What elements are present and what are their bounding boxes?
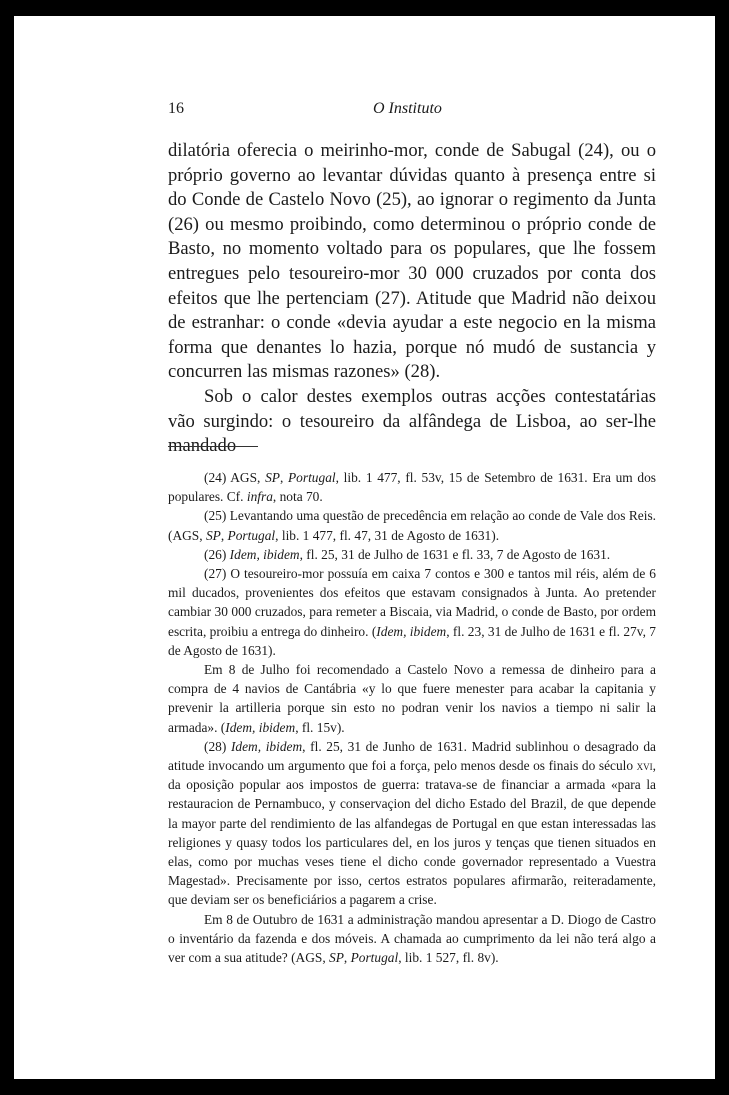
footnote-text: (25) Levantando uma questão de precedência em relação ao conde de Vale dos Reis. (AGS, [168,508,656,543]
footnote-26 [168,545,656,564]
body-text [168,139,656,459]
footnote-italic: SP [205,527,221,543]
footnote-25 [168,506,656,544]
footnote-text: (28) [204,738,231,754]
footnote-text: , [279,470,288,485]
footnote-italic: Idem, ibidem [229,546,300,562]
footnote-text: Em 8 de Julho foi recomendado a Castelo Novo a remessa de dinheiro para a compra de 4 navios de Cantábria «y lo que fuere menester para acabar la capitania y prevenir la artilleria porque sin esto no podran venir los navios a tiempo ni salir la armada». ( [168,662,656,735]
body-text-run: dilatória oferecia o meirinho-mor, conde de Sabugal (24), ou o próprio governo ao levantar dúvidas quanto à presença entre si do Conde de Castelo Novo (25), ao ignorar o regimento da Junta (26) ou mesmo proibindo, como determinou o próprio conde de Basto, no momento voltado para os populares, que lhe fossem entregues pelo tesoureiro-mor 30 000 cruzados por conta dos efeitos que lhe pertenciam (27). Atitude que Madrid não deixou de estranhar: o conde «devia ayudar a este negocio en la misma forma que denantes lo hazia, porque nó mudó de sustancia y concurren las mismas razones» (28). [168,140,656,383]
footnote-text: , nota 70. [272,489,323,505]
footnote-italic: Portugal [288,470,336,485]
running-title: O Instituto [373,100,442,117]
body-text-run: Sob o calor destes exemplos outras acções contestatárias vão surgindo: o tesoureiro da alfândega de Lisboa, ao ser-lhe mandado [168,385,656,457]
footnote-italic: infra [246,489,273,505]
footnote-text: , lib. 1 477, fl. 47, 31 de Agosto de 1631). [275,527,500,543]
footnote-text: (26) [204,546,230,562]
footnote-italic: SP [329,950,344,966]
footnote-italic: SP [265,470,280,485]
footnote-italic: Idem, ibidem [225,719,296,735]
footnote-text: , fl. 15v). [295,719,345,735]
footnote-italic: Portugal [350,950,399,966]
footnote-text: , da oposição popular aos impostos de guerra: tratava-se de financiar a armada «para la restauracion de Pernambuco, y conservaçion del dicho Estado del Brazil, de que depende la mayor parte del rendimiento de las alfandegas de Portugal en que estan interessadas las religiones y quasy todos los particulares del, en los juros y tenças que tienen situados en elas, como por muchas veses tiene el dicho conde governador representado a Vuestra Magestad». Precisamente por isso, certos estratos populares afirmarão, reiteradamente, que deviam ser os beneficiários a pagarem a crise. [168,758,656,908]
footnote-27-continued [168,660,656,737]
footnote-text: , [343,950,351,966]
book-page [14,16,715,1079]
footnote-text: , lib. 1 527, fl. 8v). [398,950,499,966]
footnote-text: , lib. 1 477, fl. 53v, 15 de Setembro de 1631. Era um dos populares. Cf. [168,470,656,505]
footnote-28-continued [168,910,656,968]
footnote-smallcaps: xvi [636,758,653,774]
footnote-27 [168,564,656,660]
footnote-italic: Idem, ibidem [376,623,447,639]
footnote-28 [168,737,656,910]
page-header [168,100,656,120]
footnote-text: Em 8 de Outubro de 1631 a administração mandou apresentar a D. Diogo de Castro o inventário da fazenda e dos móveis. A chamada ao cumprimento da lei não terá algo a ver com a sua atitude? (AGS, [168,911,656,966]
footnote-separator [168,446,258,447]
footnote-24 [168,468,656,506]
footnote-text: (27) O tesoureiro-mor possuía em caixa 7 contos e 300 e tantos mil réis, além de 6 mil ducados, provenientes dos efeitos que estavam consignados à Junta. Ao pretender cambiar 30 000 cruzados, para remeter a Biscaia, via Madrid, o conde de Basto, por ordem escrita, proibiu a entrega do dinheiro. ( [168,566,656,639]
footnote-text: (24) AGS, [204,470,266,485]
footnote-italic: Portugal [227,527,276,543]
footnote-italic: Idem, ibidem [230,738,303,754]
body-paragraph-2 [168,385,656,459]
footnote-text: , fl. 25, 31 de Junho de 1631. Madrid sublinhou o desagrado da atitude invocando um argumento que foi a força, pelo menos desde os finais do século [168,738,656,774]
footnote-text: , [220,527,228,543]
footnote-text: , fl. 25, 31 de Julho de 1631 e fl. 33, 7 de Agosto de 1631. [299,546,611,562]
footnotes [168,468,656,967]
page-number: 16 [168,100,184,117]
body-paragraph-1 [168,139,656,385]
footnote-text: , fl. 23, 31 de Julho de 1631 e fl. 27v, 7 de Agosto de 1631). [168,623,656,658]
